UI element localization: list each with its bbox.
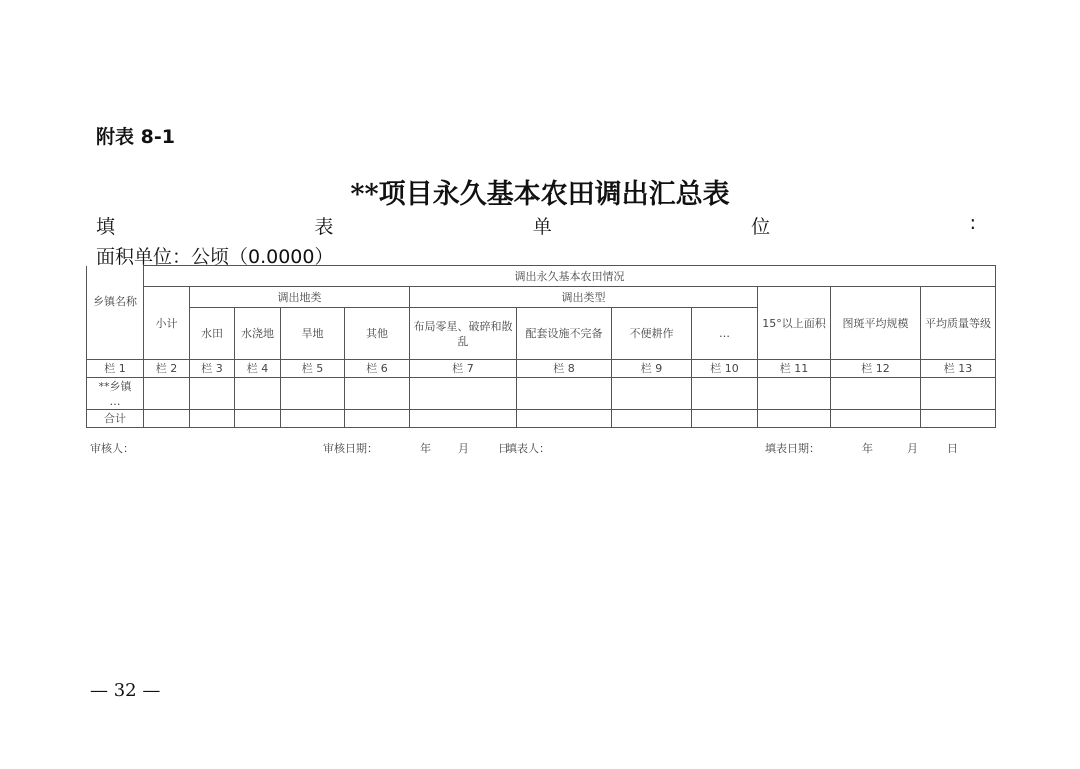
column-number: 栏 1	[87, 360, 144, 378]
column-number: 栏 2	[144, 360, 190, 378]
review-day: 日	[498, 442, 509, 455]
review-month: 月	[458, 442, 469, 455]
fill-date-label: 填表日期：	[765, 442, 820, 455]
table-cell[interactable]	[921, 410, 996, 428]
table-cell[interactable]	[281, 410, 345, 428]
page-number: — 32 —	[90, 680, 161, 701]
table-cell[interactable]	[517, 410, 612, 428]
column-number: 栏 13	[921, 360, 996, 378]
table-cell[interactable]	[517, 378, 612, 410]
table-cell[interactable]	[921, 378, 996, 410]
header-permanent-farmland-out: 调出永久基本农田情况	[144, 266, 996, 287]
table-cell[interactable]	[758, 410, 831, 428]
table-cell[interactable]	[345, 378, 410, 410]
fill-month: 月	[907, 442, 918, 455]
header-scattered: 布局零星、破碎和散乱	[410, 308, 517, 360]
header-quality-grade: 平均质量等级	[921, 287, 996, 360]
header-irrigated: 水浇地	[235, 308, 281, 360]
header-subtotal: 小计	[144, 287, 190, 360]
header-slope-area: 15°以上面积	[758, 287, 831, 360]
fill-unit-char-1: 填	[96, 216, 116, 238]
table-cell[interactable]	[831, 410, 921, 428]
row-label-town	[87, 378, 144, 410]
column-number: 栏 4	[235, 360, 281, 378]
header-incomplete-facilities: 配套设施不完备	[517, 308, 612, 360]
table-cell[interactable]	[692, 410, 758, 428]
fill-unit-char-2: 表	[314, 216, 334, 238]
annex-label: 附表 8-1	[96, 126, 175, 148]
fill-unit-char-3: 单	[532, 216, 552, 238]
fill-unit-char-4: 位	[751, 216, 771, 238]
table-cell[interactable]	[144, 378, 190, 410]
document-title: **项目永久基本农田调出汇总表	[350, 179, 730, 210]
column-number: 栏 5	[281, 360, 345, 378]
table-cell[interactable]	[758, 378, 831, 410]
table-cell[interactable]	[235, 410, 281, 428]
column-number: 栏 3	[190, 360, 235, 378]
header-town-name: 乡镇名称	[87, 266, 144, 360]
table-cell[interactable]	[410, 378, 517, 410]
header-reason-type: 调出类型	[410, 287, 758, 308]
fill-day: 日	[947, 442, 958, 455]
review-date-label: 审核日期：	[323, 442, 378, 455]
filler-label: 填表人：	[506, 442, 550, 455]
header-hard-to-farm: 不便耕作	[612, 308, 692, 360]
table-cell[interactable]	[612, 378, 692, 410]
column-number: 栏 10	[692, 360, 758, 378]
header-land-type: 调出地类	[190, 287, 410, 308]
table-cell[interactable]	[612, 410, 692, 428]
fill-unit-colon: :	[969, 212, 976, 234]
filling-unit-line	[96, 212, 976, 239]
table-cell[interactable]	[345, 410, 410, 428]
table-cell[interactable]	[144, 410, 190, 428]
table-row	[87, 378, 996, 410]
review-year: 年	[420, 442, 431, 455]
summary-table	[86, 265, 996, 428]
header-ellipsis: …	[692, 308, 758, 360]
table-cell[interactable]	[235, 378, 281, 410]
reviewer-label: 审核人：	[90, 442, 134, 455]
column-number: 栏 6	[345, 360, 410, 378]
signature-footer	[90, 440, 995, 456]
table-cell[interactable]	[190, 378, 235, 410]
table-cell[interactable]	[831, 378, 921, 410]
table-cell[interactable]	[190, 410, 235, 428]
column-number: 栏 12	[831, 360, 921, 378]
fill-year: 年	[862, 442, 873, 455]
row-town-name: **乡镇	[98, 379, 132, 393]
column-number: 栏 9	[612, 360, 692, 378]
header-other: 其他	[345, 308, 410, 360]
column-number-row	[87, 360, 996, 378]
column-number: 栏 8	[517, 360, 612, 378]
table-row	[87, 410, 996, 428]
header-paddy: 水田	[190, 308, 235, 360]
row-label-total: 合计	[87, 410, 144, 428]
header-dryland: 旱地	[281, 308, 345, 360]
area-unit-note: 面积单位：公顷（0.0000）	[96, 246, 334, 268]
header-patch-size: 图斑平均规模	[831, 287, 921, 360]
row-town-ellipsis: …	[109, 394, 121, 408]
table-cell[interactable]	[410, 410, 517, 428]
table-cell[interactable]	[281, 378, 345, 410]
table-cell[interactable]	[692, 378, 758, 410]
column-number: 栏 7	[410, 360, 517, 378]
column-number: 栏 11	[758, 360, 831, 378]
